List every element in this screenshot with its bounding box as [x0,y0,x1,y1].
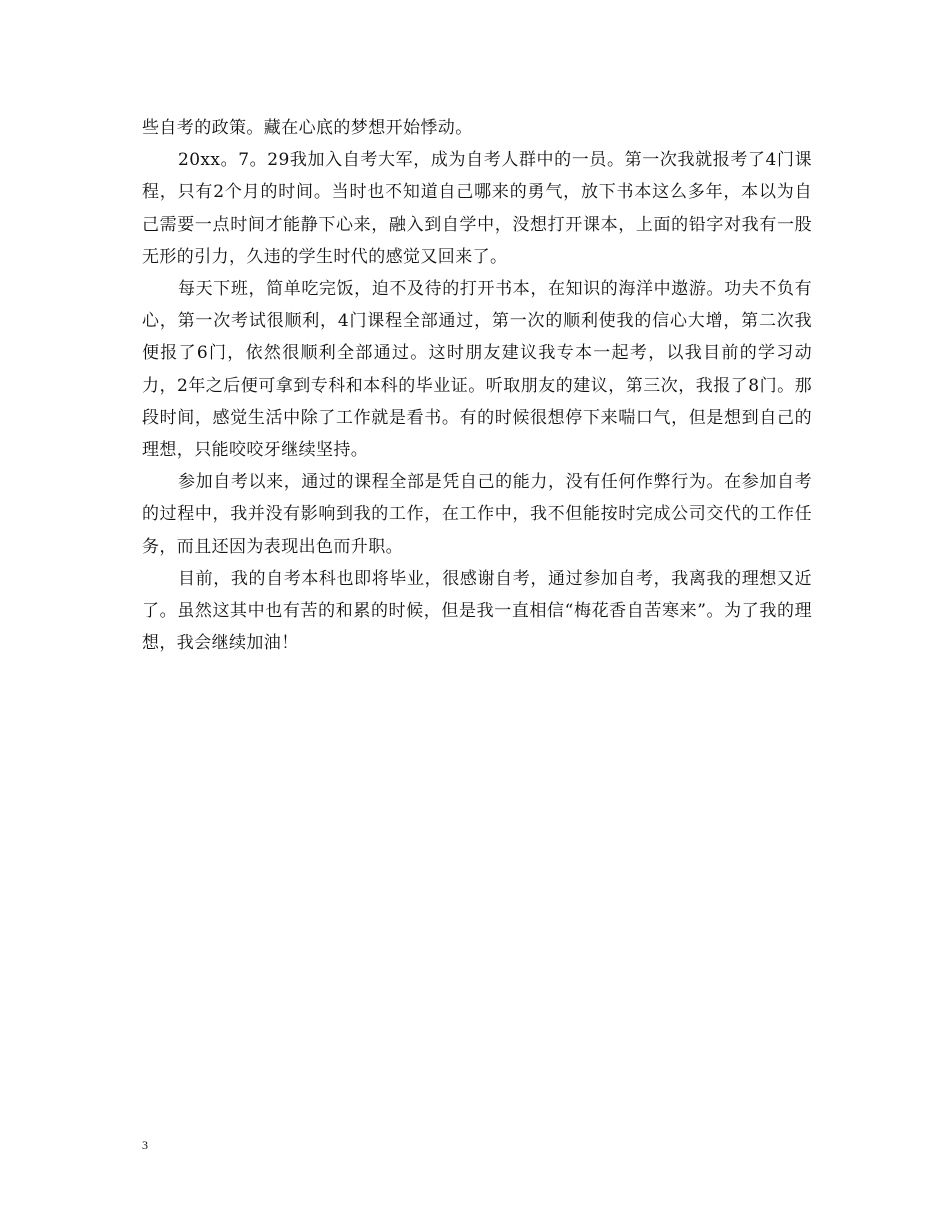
paragraph-1: 些自考的政策。藏在心底的梦想开始悸动。 [142,118,473,138]
document-body [142,112,812,659]
paragraph-5: 目前，我的自考本科也即将毕业，很感谢自考，通过参加自考，我离我的理想又近了。虽然这其中也有苦的和累的时候，但是我一直相信“梅花香自苦寒来”。为了我的理想，我会继续加油！ [142,568,812,654]
paragraph-3: 每天下班，简单吃完饭，迫不及待的打开书本，在知识的海洋中遨游。功夫不负有心，第一次考试很顺利，4门课程全部通过，第一次的顺利使我的信心大增，第二次我便报了6门，依然很顺利全部通过。这时朋友建议我专本一起考，以我目前的学习动力，2年之后便可拿到专科和本科的毕业证。听取朋友的建议，第三次，我报了8门。那段时间，感觉生活中除了工作就是看书。有的时候很想停下来喘口气，但是想到自己的理想，只能咬咬牙继续坚持。 [142,279,812,461]
paragraph-4: 参加自考以来，通过的课程全部是凭自己的能力，没有任何作弊行为。在参加自考的过程中，我并没有影响到我的工作，在工作中，我不但能按时完成公司交代的工作任务，而且还因为表现出色而升职。 [142,472,812,557]
paragraph-2: 20xx。7。29我加入自考大军，成为自考人群中的一员。第一次我就报考了4门课程，只有2个月的时间。当时也不知道自己哪来的勇气，放下书本这么多年，本以为自己需要一点时间才能静下心来，融入到自学中，没想打开课本，上面的铅字对我有一股无形的引力，久违的学生时代的感觉又回来了。 [142,150,812,267]
page-number: 3 [142,1138,148,1152]
